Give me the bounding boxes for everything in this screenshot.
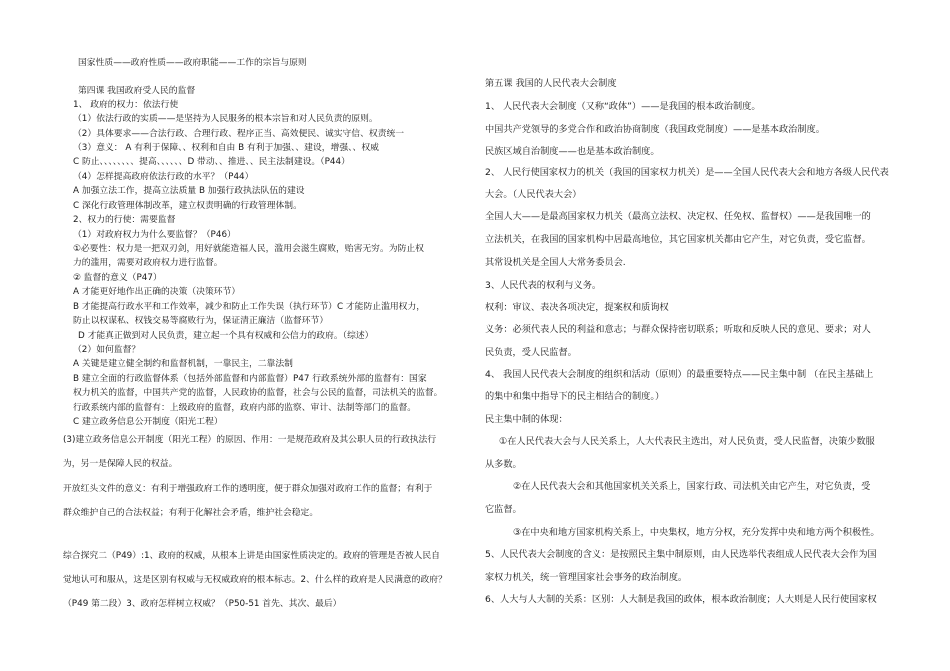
text-line: 权利：审议、表决各项决定，提案权和质询权 — [485, 302, 669, 313]
text-line: ②在人民代表大会和其他国家机关关系上，国家行政、司法机关由它产生，对它负责，受 — [513, 481, 871, 492]
text-line: ①在人民代表大会与人民关系上，人大代表民主选出，对人民负责，受人民监督，决策少数服 — [499, 436, 875, 447]
text-line: 2、权力的行使：需要监督 — [73, 215, 176, 225]
text-line: 的集中和集中指导下的民主相结合的制度。） — [485, 391, 665, 402]
text-line: 1、 政府的权力：依法行使 — [73, 100, 179, 110]
text-line: 大会。（人民代表大会） — [485, 189, 582, 200]
text-line: 权力机关的监督，中国共产党的监督，人民政协的监督，社会与公民的监督，司法机关的监督。 — [73, 388, 443, 398]
text-line: 综合探究二（P49）:1、政府的权威，从根本上讲是由国家性质决定的。政府的管理是否被人民自 — [63, 551, 440, 561]
text-line: 民族区域自治制度——也是基本政治制度。 — [485, 146, 660, 157]
text-line: ② 监督的意义（P47） — [73, 273, 162, 283]
text-line: （4）怎样提高政府依法行政的水平？（P44） — [73, 172, 254, 182]
text-line: ①必要性：权力是一把双刃剑，用好就能造福人民，滥用会滋生腐败，贻害无穷。为防止权 — [73, 244, 424, 254]
text-line: 行政系统内部的监督有：上级政府的监督，政府内部的监察、审计、法制等部门的监督。 — [73, 403, 417, 413]
text-line: 2、 人民行使国家权力的机关（我国的国家权力机关）是——全国人民代表大会和地方各级人民代表 — [485, 167, 889, 178]
text-line: B 建立全面的行政监督体系（包括外部监督和内部监督）P47 行政系统外部的监督有：国家 — [73, 374, 427, 384]
text-line: 防止以权谋私、权钱交易等腐败行为，保证清正廉洁（监督环节） — [73, 316, 329, 326]
text-line: 开放红头文件的意义：有利于增强政府工作的透明度，便于群众加强对政府工作的监督；有利于 — [63, 484, 433, 494]
text-line: 觉地认可和服从，这是区别有权威与无权威政府的根本标志。2、什么样的政府是人民满意的政府？ — [63, 575, 447, 585]
text-line: 4、 我国人民代表大会制度的组织和活动（原则）的最重要特点——民主集中制 （在民主基础上 — [485, 369, 874, 380]
lesson-four-title: 第四课 我国政府受人民的监督 — [78, 86, 196, 96]
text-line: 中国共产党领导的多党合作和政治协商制度（我国政党制度）——是基本政治制度。 — [485, 124, 825, 135]
text-line: 全国人大——是最高国家权力机关（最高立法权、决定权、任免权、监督权）——是我国唯一的 — [485, 211, 871, 222]
text-line: 民负责，受人民监督。 — [485, 347, 577, 358]
text-line: C 深化行政管理体制改革，建立权责明确的行政管理体制。 — [73, 201, 302, 211]
text-line: 从多数。 — [485, 459, 522, 470]
text-line: 为，另一是保障人民的权益。 — [63, 459, 178, 469]
lesson-five-title: 第五课 我国的人民代表大会制度 — [485, 78, 617, 89]
text-line: A 关键是建立健全制约和监督机制，一靠民主，二靠法制 — [73, 359, 293, 369]
text-line: （2）具体要求——合法行政、合理行政、程序正当、高效便民、诚实守信、权责统一 — [73, 129, 405, 139]
text-line: 立法机关，在我国的国家机构中居最高地位，其它国家机关都由它产生，对它负责，受它监督。 — [485, 234, 871, 245]
text-line: A 才能更好地作出正确的决策（决策环节） — [73, 287, 241, 297]
text-line: 3、人民代表的权利与义务。 — [485, 280, 602, 291]
text-line: 其常设机关是全国人大常务委员会. — [485, 257, 626, 268]
text-line: 6、人大与人大制的关系：区别：人大制是我国的政体，根本政治制度；人大则是人民行使国家权 — [485, 594, 877, 605]
text-line: （2）如何监督？ — [73, 345, 141, 355]
text-line: 民主集中制的体现： — [485, 414, 568, 425]
text-line: （1）对政府权力为什么要监督？（P46） — [73, 230, 236, 240]
chain-heading: 国家性质——政府性质——政府职能——工作的宗旨与原则 — [78, 58, 307, 68]
text-line: D 才能真正做到对人民负责，建立起一个具有权威和公信力的政府。（综述） — [78, 331, 374, 341]
text-line: （P49 第二段）3、政府怎样树立权威？（P50-51 首先、其次、最后） — [63, 599, 342, 609]
text-line: （3）意义： A 有利于保障、、权利和自由 B 有利于加强、、建设，增强、、权威 — [73, 143, 379, 153]
text-line: C 防止、、、、、、、、提高、、、、、、D 带动、、推进、、民主法制建设。（P44） — [73, 157, 350, 167]
text-line: 义务：必须代表人民的利益和意志；与群众保持密切联系；听取和反映人民的意见、要求；对人 — [485, 324, 871, 335]
text-line: (3)建立政务信息公开制度（阳光工程）的原因、作用：一是规范政府及其公职人员的行政执法行 — [63, 435, 437, 445]
text-line: B 才能提高行政水平和工作效率，减少和防止工作失误（执行环节）C 才能防止滥用权力， — [73, 302, 426, 312]
text-line: （1）依法行政的实质——是坚持为人民服务的根本宗旨和对人民负责的原则。 — [73, 114, 378, 124]
text-line: ③在中央和地方国家机构关系上，中央集权，地方分权，充分发挥中央和地方两个积极性。 — [513, 527, 880, 538]
text-line: C 建立政务信息公开制度（阳光工程） — [73, 417, 223, 427]
text-line: A 加强立法工作，提高立法质量 B 加强行政执法队伍的建设 — [73, 186, 305, 196]
text-line: 群众维护自己的合法权益；有利于化解社会矛盾，维护社会稳定。 — [63, 508, 319, 518]
text-line: 家权力机关，统一管理国家社会事务的政治制度。 — [485, 572, 688, 583]
text-line: 5、人民代表大会制度的含义：是按照民主集中制原则，由人民选举代表组成人民代表大会作为国 — [485, 549, 877, 560]
text-line: 它监督。 — [485, 504, 522, 515]
text-line: 1、 人民代表大会制度（又称“政体”）——是我国的根本政治制度。 — [485, 101, 761, 112]
text-line: 力的滥用，需要对政府权力进行监督。 — [73, 258, 223, 268]
